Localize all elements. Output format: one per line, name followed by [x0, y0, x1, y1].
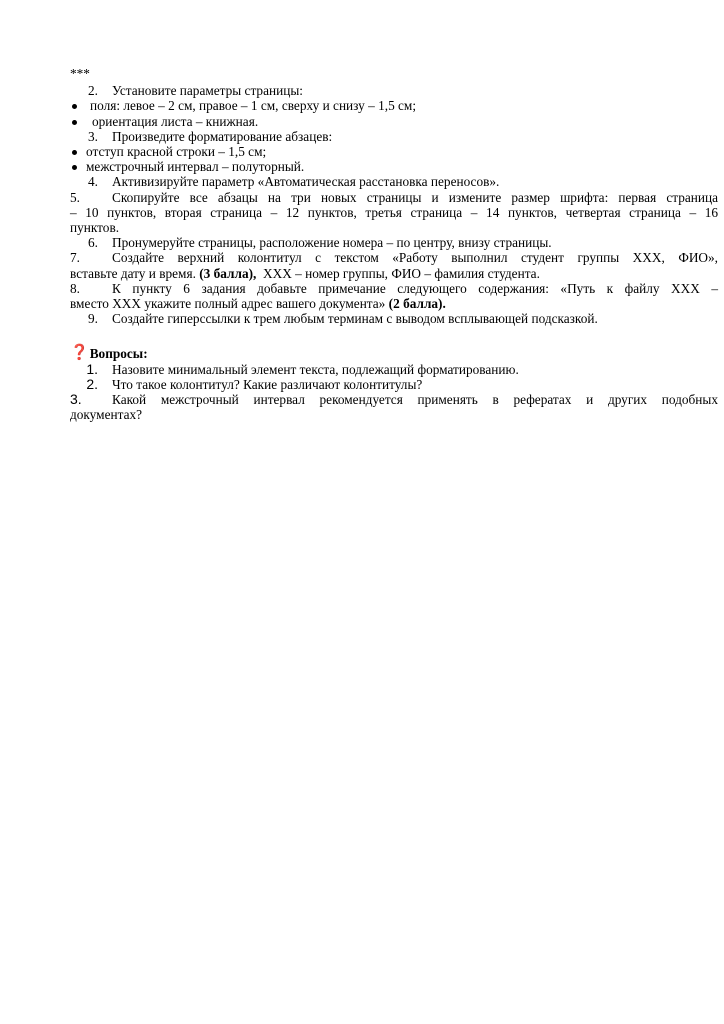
task-6 [70, 235, 718, 250]
task-number: 5. [70, 189, 80, 205]
task-line [70, 266, 718, 281]
task-2 [70, 83, 718, 98]
bullet-text: ориентация листа – книжная. [92, 113, 259, 129]
task-line [70, 281, 718, 296]
task-text: вместо ХХХ укажите полный адрес вашего документа» [70, 296, 389, 312]
task-text: Произведите форматирование абзацев: [112, 128, 333, 144]
bullet-text: межстрочный интервал – полуторный. [86, 159, 305, 175]
task-line [70, 190, 718, 205]
question-text: Что такое колонтитул? Какие различают колонтитулы? [112, 376, 423, 392]
task-text: Пронумеруйте страницы, расположение номера – по центру, внизу страницы. [112, 235, 552, 251]
bullet-icon [72, 120, 77, 125]
question-line: документах? [70, 407, 143, 423]
bullet-text: поля: левое – 2 см, правое – 1 см, сверху и снизу – 1,5 см; [90, 98, 417, 114]
task-8 [70, 281, 718, 311]
bullet-text: отступ красной строки – 1,5 см; [86, 144, 267, 160]
task-number: 4. [88, 174, 98, 190]
task-text: вставьте дату и время. [70, 265, 200, 281]
question-2 [70, 377, 718, 392]
bullet-item [70, 144, 718, 159]
question-text: Назовите минимальный элемент текста, подлежащий форматированию. [112, 361, 519, 377]
points-label: (2 балла). [388, 296, 446, 312]
task-line [70, 250, 718, 265]
task-text: К пункту 6 задания добавьте примечание следующего содержания: «Путь к файлу ХХХ – [112, 280, 718, 296]
document-body [70, 66, 718, 422]
task-line: пунктов. [70, 220, 120, 236]
task-4 [70, 174, 718, 189]
task-number: 6. [88, 235, 98, 251]
question-3 [70, 392, 718, 422]
task-line: – 10 пунктов, вторая страница – 12 пунктов, третья страница – 14 пунктов, четвертая страница – 16 [70, 204, 718, 220]
task-number: 8. [70, 280, 80, 296]
task-9 [70, 311, 718, 326]
question-text: Какой межстрочный интервал рекомендуется применять в рефератах и других подобных [112, 392, 718, 408]
question-number: 1. [86, 360, 98, 377]
task-text: Активизируйте параметр «Автоматическая расстановка переносов». [112, 174, 500, 190]
questions-title: Вопросы: [89, 346, 148, 362]
bullet-item [70, 114, 718, 129]
questions-heading [70, 346, 718, 361]
points-label: (3 балла), [199, 265, 257, 281]
task-number: 2. [88, 83, 98, 99]
task-number: 3. [88, 128, 98, 144]
bullet-item [70, 159, 718, 174]
question-number: 2. [86, 375, 98, 392]
task-3 [70, 129, 718, 144]
question-mark-icon: ❓ [70, 345, 89, 362]
task-text: Создайте гиперссылки к трем любым терминам с выводом всплывающей подсказкой. [112, 311, 598, 327]
task-number: 7. [70, 250, 80, 266]
task-number: 9. [88, 311, 98, 327]
question-line [70, 392, 718, 407]
bullet-icon [72, 165, 77, 170]
bullet-icon [72, 104, 77, 109]
task-text: ХХХ – номер группы, ФИО – фамилия студента. [256, 265, 540, 281]
bullet-item [70, 98, 718, 113]
task-text: Создайте верхний колонтитул с текстом «Работу выполнил студент группы ХХХ, ФИО», [112, 250, 718, 266]
task-text: Установите параметры страницы: [112, 83, 303, 99]
task-7 [70, 250, 718, 280]
section-marker: *** [70, 66, 90, 81]
task-line [70, 296, 718, 311]
question-1 [70, 362, 718, 377]
task-5 [70, 190, 718, 236]
bullet-icon [72, 150, 77, 155]
task-text: Скопируйте все абзацы на три новых страницы и измените размер шрифта: первая страница [112, 189, 718, 205]
question-number: 3. [70, 391, 82, 408]
